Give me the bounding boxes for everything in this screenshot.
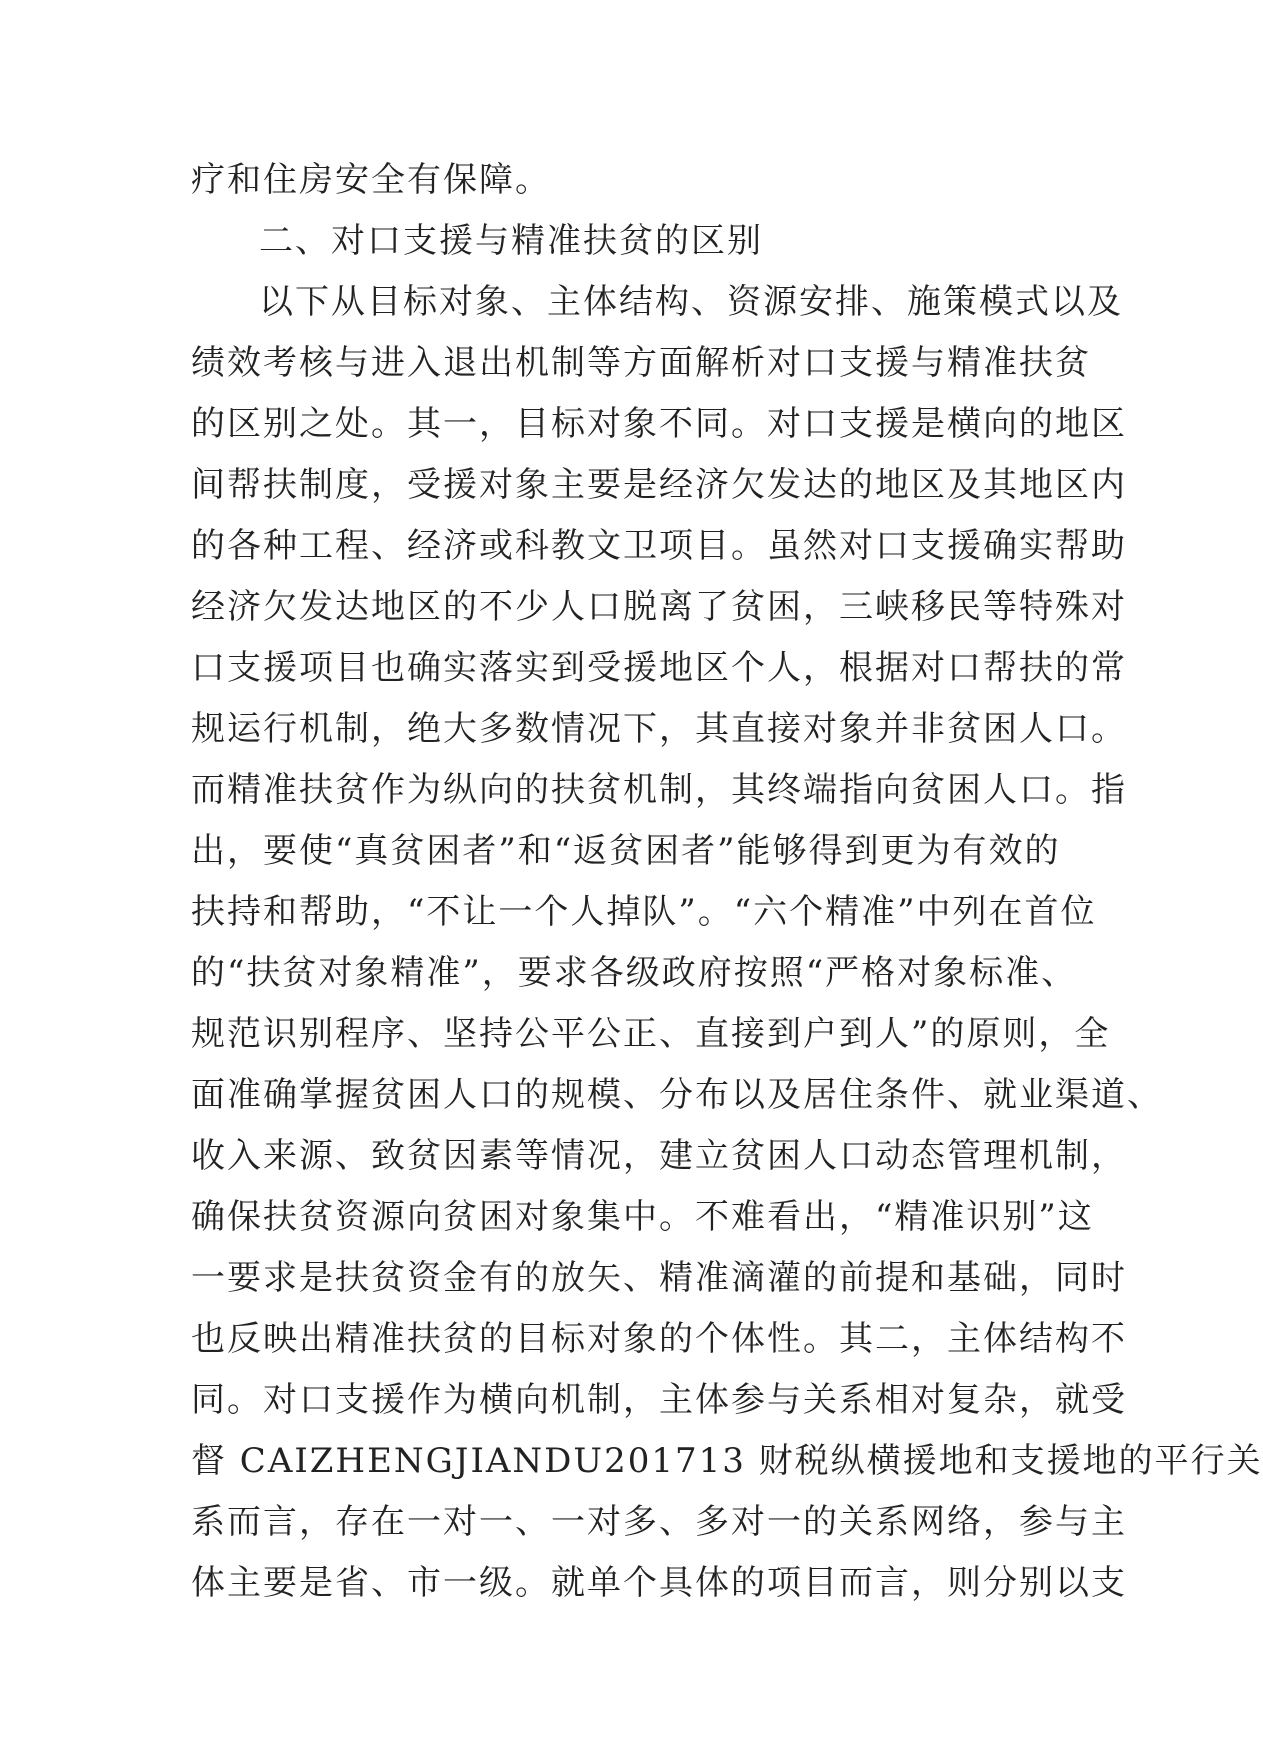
body-text xyxy=(191,150,1263,1614)
text-line: 而精准扶贫作为纵向的扶贫机制，其终端指向贫困人口。指 xyxy=(191,770,1127,810)
text-line: 间帮扶制度，受援对象主要是经济欠发达的地区及其地区内 xyxy=(191,465,1127,505)
text-line: 扶持和帮助，“不让一个人掉队”。“六个精准”中列在首位 xyxy=(191,892,1097,932)
text-line: 面准确掌握贫困人口的规模、分布以及居住条件、就业渠道、 xyxy=(191,1075,1163,1115)
text-line: 督 CAIZHENGJIANDU201713 财税纵横援地和支援地的平行关 xyxy=(191,1441,1263,1481)
text-line: 规运行机制，绝大多数情况下，其直接对象并非贫困人口。 xyxy=(191,709,1127,749)
text-line: 规范识别程序、坚持公平公正、直接到户到人”的原则，全 xyxy=(191,1014,1111,1054)
text-line: 口支援项目也确实落实到受援地区个人，根据对口帮扶的常 xyxy=(191,648,1127,688)
text-line: 也反映出精准扶贫的目标对象的个体性。其二，主体结构不 xyxy=(191,1319,1127,1359)
text-line: 出，要使“真贫困者”和“返贫困者”能够得到更为有效的 xyxy=(191,831,1061,871)
text-line: 确保扶贫资源向贫困对象集中。不难看出，“精准识别”这 xyxy=(191,1197,1094,1237)
text-line: 的“扶贫对象精准”，要求各级政府按照“严格对象标准、 xyxy=(191,953,1078,993)
text-line: 经济欠发达地区的不少人口脱离了贫困，三峡移民等特殊对 xyxy=(191,587,1127,627)
text-line: 的各种工程、经济或科教文卫项目。虽然对口支援确实帮助 xyxy=(191,526,1127,566)
text-line: 体主要是省、市一级。就单个具体的项目而言，则分别以支 xyxy=(191,1563,1127,1603)
text-line: 同。对口支援作为横向机制，主体参与关系相对复杂，就受 xyxy=(191,1380,1127,1420)
text-line: 疗和住房安全有保障。 xyxy=(191,160,551,200)
text-line: 以下从目标对象、主体结构、资源安排、施策模式以及 xyxy=(259,282,1123,322)
text-line: 系而言，存在一对一、一对多、多对一的关系网络，参与主 xyxy=(191,1502,1127,1542)
section-heading: 二、对口支援与精准扶贫的区别 xyxy=(259,221,763,261)
text-line: 的区别之处。其一，目标对象不同。对口支援是横向的地区 xyxy=(191,404,1127,444)
text-line: 绩效考核与进入退出机制等方面解析对口支援与精准扶贫 xyxy=(191,343,1091,383)
text-line: 收入来源、致贫因素等情况，建立贫困人口动态管理机制， xyxy=(191,1136,1127,1176)
text-line: 一要求是扶贫资金有的放矢、精准滴灌的前提和基础，同时 xyxy=(191,1258,1127,1298)
